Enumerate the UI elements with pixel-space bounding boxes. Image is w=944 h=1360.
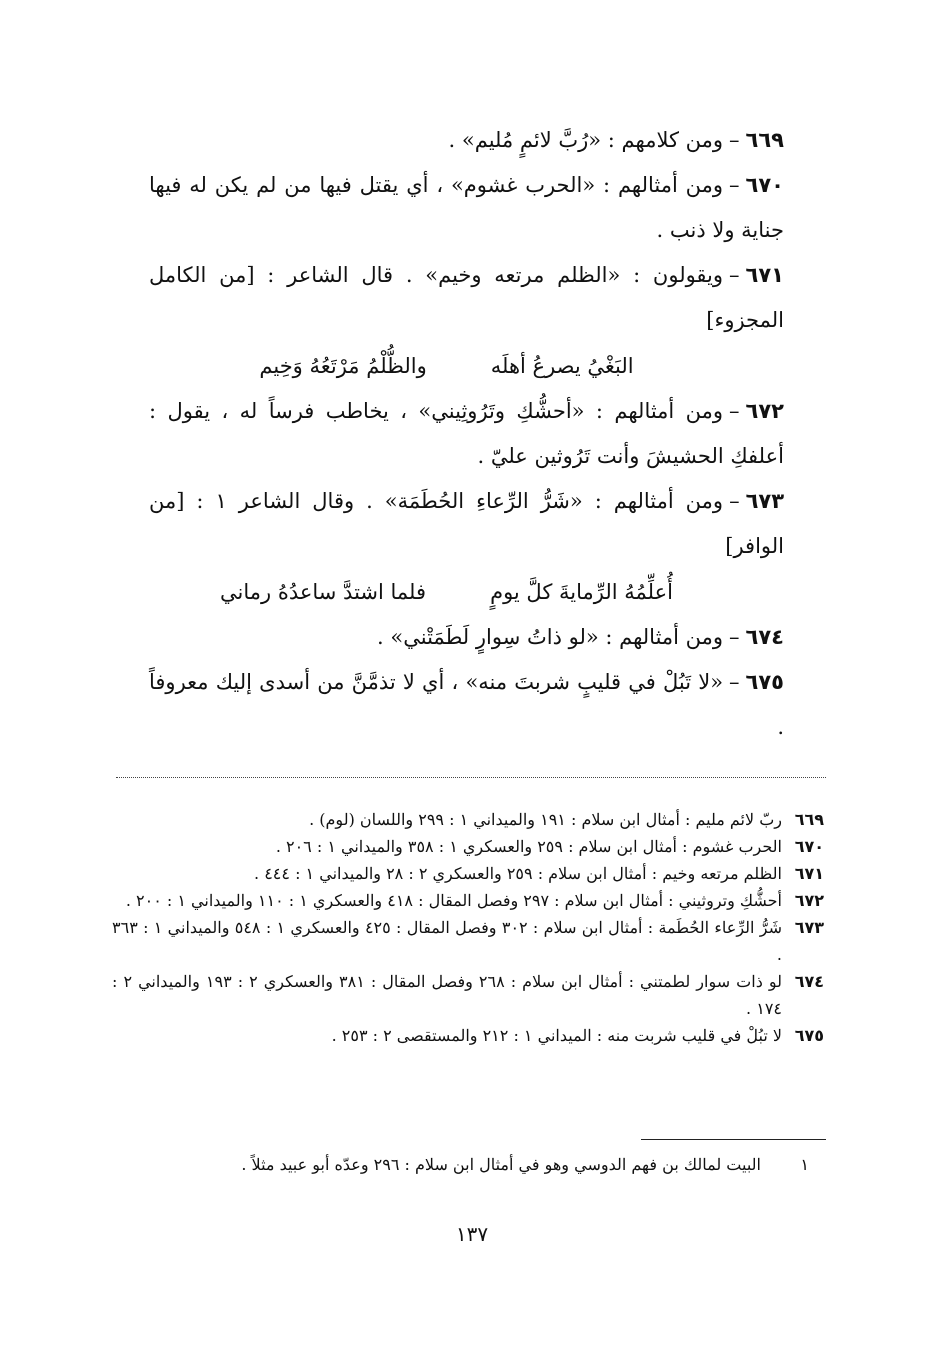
note-text: أحشُّكِ وتروثيني : أمثال ابن سلام : ٢٩٧ وفصل المقال : ٤١٨ والعسكري ١ : ١١٠ والميداني ١ : ٢٠٠ . <box>125 891 782 910</box>
verse-hemistich-second: والظُّلْمُ مَرْتَعُهُ وَخِيم <box>259 354 427 378</box>
entry-text: ومن أمثالهم : «الحرب غشوم» ، أي يقتل فيها من لم يكن له فيها جناية ولا ذنب . <box>149 173 784 242</box>
entry-number: ٦٧٢ <box>745 399 784 423</box>
footnote <box>119 1152 809 1178</box>
entry-number: ٦٧٥ <box>745 670 784 694</box>
note-text: شَرُّ الرِّعاء الحُطَمة : أمثال ابن سلام : ٣٠٢ وفصل المقال : ٤٢٥ والعسكري ١ : ٥٤٨ والميداني ١ : ٣٦٣ . <box>112 918 783 964</box>
entry-dash: – <box>729 670 740 694</box>
entry-dash: – <box>729 625 740 649</box>
verse-line-1 <box>149 343 784 389</box>
entry-number: ٦٧٠ <box>745 173 784 197</box>
entry-text: ومن كلامهم : «رُبَّ لائمٍ مُليم» . <box>448 128 724 152</box>
footnote-divider <box>641 1139 826 1140</box>
entry-dash: – <box>729 128 740 152</box>
note-number: ٦٧١ <box>794 864 824 883</box>
entry-dash: – <box>729 399 740 423</box>
footnote-text: البيت لمالك بن فهم الدوسي وهو في أمثال ابن سلام : ٢٩٦ وعدّه أبو عبيد مثلاً . <box>241 1155 761 1174</box>
entry-674 <box>149 615 784 660</box>
entry-number: ٦٦٩ <box>745 128 784 152</box>
note-number: ٦٦٩ <box>794 810 824 829</box>
note-675 <box>112 1022 824 1049</box>
entry-dash: – <box>729 173 740 197</box>
note-number: ٦٧٥ <box>794 1026 824 1045</box>
entry-dash: – <box>729 489 740 513</box>
notes-divider <box>116 777 826 778</box>
note-text: الظلم مرتعه وخيم : أمثال ابن سلام : ٢٥٩ والعسكري ٢ : ٢٨ والميداني ١ : ٤٤٤ . <box>254 864 782 883</box>
note-text: لو ذات سوار لطمتني : أمثال ابن سلام : ٢٦٨ وفصل المقال : ٣٨١ والعسكري ٢ : ١٩٣ والميداني ٢ : ١٧٤ . <box>112 972 782 1018</box>
entry-673 <box>149 479 784 569</box>
entry-670 <box>149 163 784 253</box>
entry-number: ٦٧٣ <box>745 489 785 513</box>
entry-dash: – <box>729 263 740 287</box>
entry-672 <box>149 389 784 479</box>
note-670 <box>112 833 824 860</box>
page-number: ١٣٧ <box>455 1222 489 1246</box>
verse-hemistich-first: أُعلِّمُهُ الرِّمايةَ كلَّ يومٍ <box>490 580 673 604</box>
entry-text: ومن أمثالهم : «أحشُّكِ وتَرُوثِيني» ، يخاطب فرساً له ، يقول : أعلفكِ الحشيشَ وأنت تَرُوثين عليّ . <box>149 399 784 468</box>
entry-text: ومن أمثالهم : «لو ذاتُ سِوارٍ لَطَمَتْني» . <box>377 625 724 649</box>
main-text <box>149 118 784 750</box>
note-text: الحرب غشوم : أمثال ابن سلام : ٢٥٩ والعسكري ١ : ٣٥٨ والميداني ١ : ٢٠٦ . <box>275 837 782 856</box>
footnote-number: ١ <box>800 1155 809 1174</box>
note-number: ٦٧٠ <box>794 837 824 856</box>
note-673 <box>112 914 824 968</box>
entry-text: ويقولون : «الظلم مرتعه وخيم» . قال الشاعر : [من الكامل المجزوء] <box>149 263 784 332</box>
note-671 <box>112 860 824 887</box>
verse-hemistich-second: فلما اشتدَّ ساعدُهُ رماني <box>220 580 427 604</box>
entry-669 <box>149 118 784 163</box>
note-text: لا تبُلْ في قليب شربت منه : الميداني ١ : ٢١٢ والمستقصى ٢ : ٢٥٣ . <box>331 1026 782 1045</box>
note-number: ٦٧٣ <box>794 918 824 937</box>
note-669 <box>112 806 824 833</box>
entry-671 <box>149 253 784 343</box>
entry-text: «لا تَبُلْ في قليبٍ شربتَ منه» ، أي لا تذمَّنَّ من أسدى إليك معروفاً . <box>149 670 784 739</box>
note-674 <box>112 968 824 1022</box>
entry-text: ومن أمثالهم : «شَرُّ الرِّعاءِ الحُطَمَة» . وقال الشاعر ١ : [من الوافر] <box>149 489 784 558</box>
entry-number: ٦٧١ <box>745 263 784 287</box>
entry-number: ٦٧٤ <box>745 625 784 649</box>
note-text: ربّ لائم مليم : أمثال ابن سلام : ١٩١ والميداني ١ : ٢٩٩ واللسان (لوم) . <box>309 810 782 829</box>
note-number: ٦٧٢ <box>794 891 824 910</box>
verse-hemistich-first: البَغْيُ يصرعُ أهلَه <box>490 354 634 378</box>
source-notes <box>112 806 824 1049</box>
note-672 <box>112 887 824 914</box>
entry-675 <box>149 660 784 750</box>
verse-line-2 <box>149 569 784 615</box>
note-number: ٦٧٤ <box>794 972 824 991</box>
